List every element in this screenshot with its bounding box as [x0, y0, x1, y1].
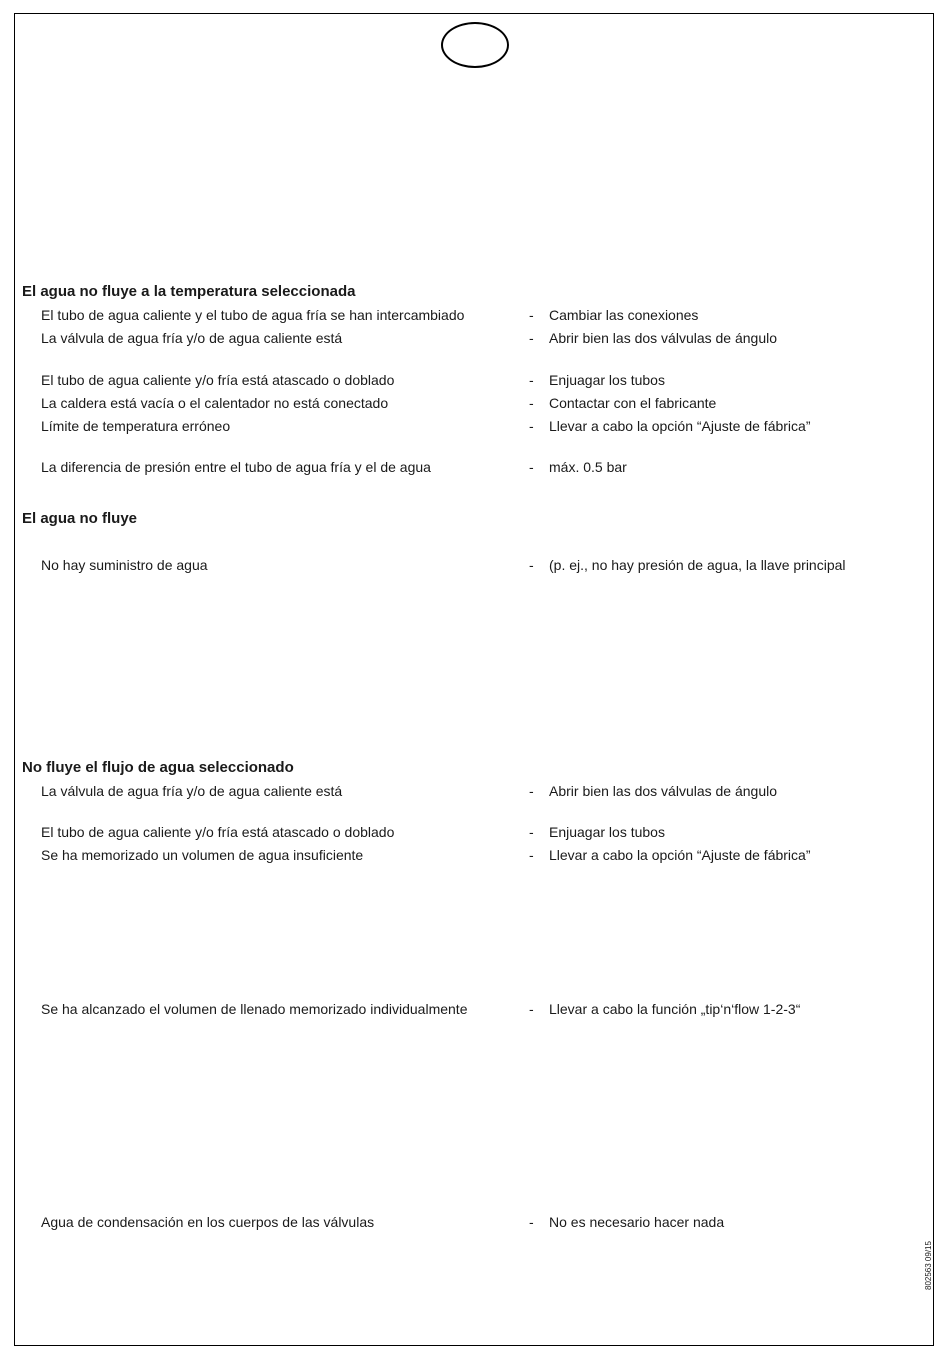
bullet-dash: - [529, 824, 534, 840]
remedy-text: No es necesario hacer nada [549, 1214, 725, 1230]
bullet-dash: - [529, 847, 534, 863]
cause-text: No hay suministro de agua [41, 557, 208, 573]
bullet-dash: - [529, 372, 534, 388]
bullet-dash: - [529, 307, 534, 323]
remedy-text: máx. 0.5 bar [549, 459, 627, 475]
bullet-dash: - [529, 557, 534, 573]
cause-text: El tubo de agua caliente y/o fría está atascado o doblado [41, 824, 395, 840]
cause-text: El tubo de agua caliente y el tubo de agua fría se han intercambiado [41, 307, 465, 323]
bullet-dash: - [529, 395, 534, 411]
bullet-dash: - [529, 330, 534, 346]
section-title-flow-rate: No fluye el flujo de agua seleccionado [22, 759, 294, 776]
cause-text: La válvula de agua fría y/o de agua caliente está [41, 783, 343, 799]
bullet-dash: - [529, 1001, 534, 1017]
cause-text: La válvula de agua fría y/o de agua caliente está [41, 330, 343, 346]
document-number: 802563 09/15 [924, 1241, 933, 1290]
remedy-text: Abrir bien las dos válvulas de ángulo [549, 783, 778, 799]
page-border [14, 13, 934, 1346]
cause-text: Se ha memorizado un volumen de agua insuficiente [41, 847, 364, 863]
remedy-text: Llevar a cabo la opción “Ajuste de fábrica” [549, 418, 811, 434]
remedy-text: Enjuagar los tubos [549, 824, 665, 840]
section-title-temperature: El agua no fluye a la temperatura seleccionada [22, 283, 356, 300]
cause-text: El tubo de agua caliente y/o fría está atascado o doblado [41, 372, 395, 388]
cause-text: Agua de condensación en los cuerpos de las válvulas [41, 1214, 375, 1230]
remedy-text: Llevar a cabo la opción “Ajuste de fábrica” [549, 847, 811, 863]
bullet-dash: - [529, 1214, 534, 1230]
cause-text: Se ha alcanzado el volumen de llenado memorizado individualmente [41, 1001, 468, 1017]
remedy-text: Enjuagar los tubos [549, 372, 665, 388]
section-title-no-flow: El agua no fluye [22, 510, 138, 527]
remedy-text: Contactar con el fabricante [549, 395, 717, 411]
cause-text: La diferencia de presión entre el tubo de agua fría y el de agua [41, 459, 431, 475]
cause-text: La caldera está vacía o el calentador no está conectado [41, 395, 389, 411]
language-badge-oval [441, 22, 509, 68]
bullet-dash: - [529, 418, 534, 434]
bullet-dash: - [529, 459, 534, 475]
remedy-text: Cambiar las conexiones [549, 307, 699, 323]
cause-text: Límite de temperatura erróneo [41, 418, 231, 434]
bullet-dash: - [529, 783, 534, 799]
remedy-text: (p. ej., no hay presión de agua, la llave principal [549, 557, 846, 573]
remedy-text: Abrir bien las dos válvulas de ángulo [549, 330, 778, 346]
remedy-text: Llevar a cabo la función „tip‘n‘flow 1-2-3“ [549, 1001, 801, 1017]
